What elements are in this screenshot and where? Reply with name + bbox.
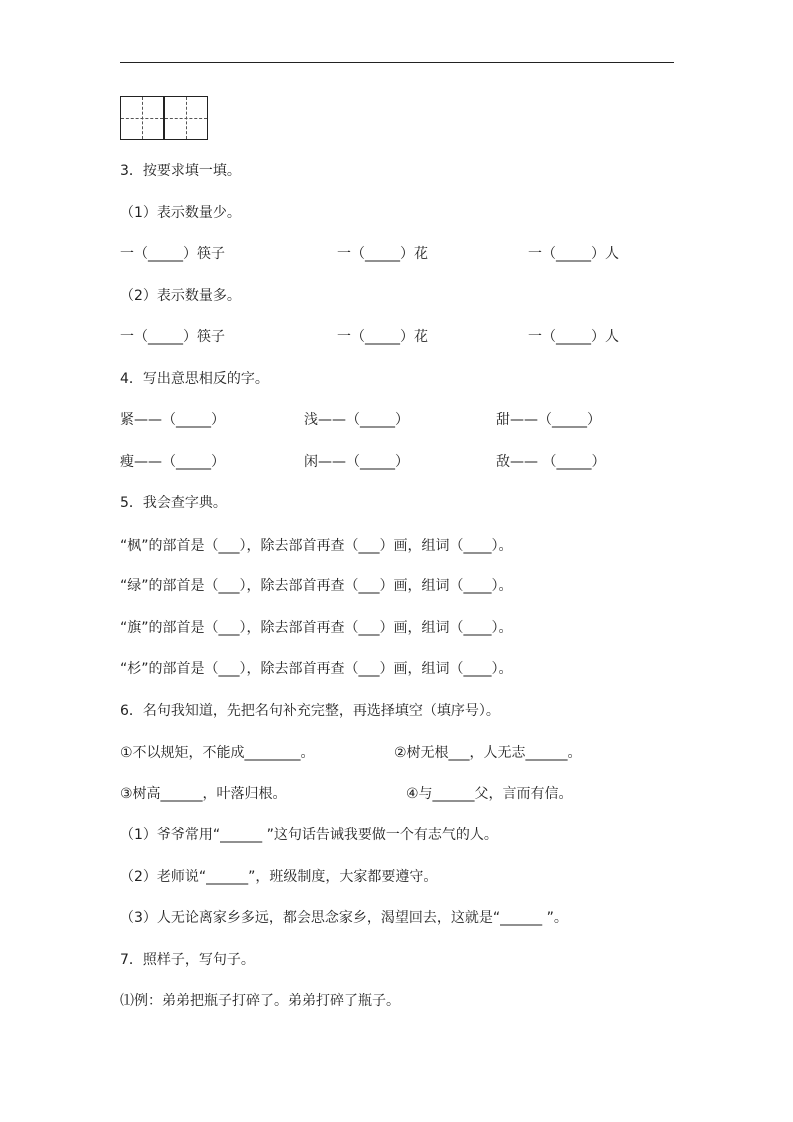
q5-title: 5．我会查字典。 bbox=[120, 495, 227, 511]
q6-title: 6．名句我知道，先把名句补充完整，再选择填空（填序号）。 bbox=[120, 703, 500, 719]
q6-sentence-1: （1）爷爷常用“______ ”这句话告诫我要做一个有志气的人。 bbox=[120, 827, 498, 843]
header-rule bbox=[120, 62, 674, 63]
q3-row2-item-2: 一（_____）花 bbox=[337, 329, 428, 345]
q5-line-4: “杉”的部首是（___），除去部首再查（___）画，组词（____）。 bbox=[120, 661, 513, 677]
q6-proverb-2: ②树无根___，人无志______。 bbox=[394, 745, 582, 761]
q7-example: ⑴例：弟弟把瓶子打碎了。弟弟打碎了瓶子。 bbox=[120, 993, 400, 1009]
q3-subtitle-1: （1）表示数量少。 bbox=[120, 205, 241, 221]
q6-sentence-2: （2）老师说“______”，班级制度，大家都要遵守。 bbox=[120, 869, 438, 885]
q4-row2-item-3: 敌—— （_____） bbox=[496, 454, 606, 470]
q5-line-2: “绿”的部首是（___），除去部首再查（___）画，组词（____）。 bbox=[120, 578, 513, 594]
q3-row2-item-3: 一（_____）人 bbox=[528, 329, 619, 345]
tianzige-cell-2[interactable] bbox=[164, 96, 208, 140]
q4-row2-item-2: 闲——（_____） bbox=[304, 454, 409, 470]
q3-title: 3．按要求填一填。 bbox=[120, 163, 241, 179]
q6-sentence-3: （3）人无论离家乡多远，都会思念家乡，渴望回去，这就是“______ ”。 bbox=[120, 910, 568, 926]
q4-row1-item-3: 甜——（_____） bbox=[496, 412, 601, 428]
q5-line-3: “旗”的部首是（___），除去部首再查（___）画，组词（____）。 bbox=[120, 620, 513, 636]
q3-row1-item-2: 一（_____）花 bbox=[337, 246, 428, 262]
q3-row2-item-1: 一（_____）筷子 bbox=[120, 329, 225, 345]
tianzige-writing-grid[interactable] bbox=[120, 96, 210, 140]
q6-proverb-1: ①不以规矩，不能成________。 bbox=[120, 745, 315, 761]
q5-line-1: “枫”的部首是（___），除去部首再查（___）画，组词（____）。 bbox=[120, 538, 513, 554]
q7-title: 7．照样子，写句子。 bbox=[120, 952, 255, 968]
q3-subtitle-2: （2）表示数量多。 bbox=[120, 288, 241, 304]
q4-row1-item-2: 浅——（_____） bbox=[304, 412, 409, 428]
q3-row1-item-1: 一（_____）筷子 bbox=[120, 246, 225, 262]
q6-proverb-3: ③树高______，叶落归根。 bbox=[120, 786, 287, 802]
q4-row1-item-1: 紧——（_____） bbox=[120, 412, 225, 428]
q4-row2-item-1: 瘦——（_____） bbox=[120, 454, 225, 470]
q4-title: 4．写出意思相反的字。 bbox=[120, 371, 269, 387]
tianzige-cell-1[interactable] bbox=[120, 96, 164, 140]
q3-row1-item-3: 一（_____）人 bbox=[528, 246, 619, 262]
q6-proverb-4: ④与______父，言而有信。 bbox=[406, 786, 573, 802]
